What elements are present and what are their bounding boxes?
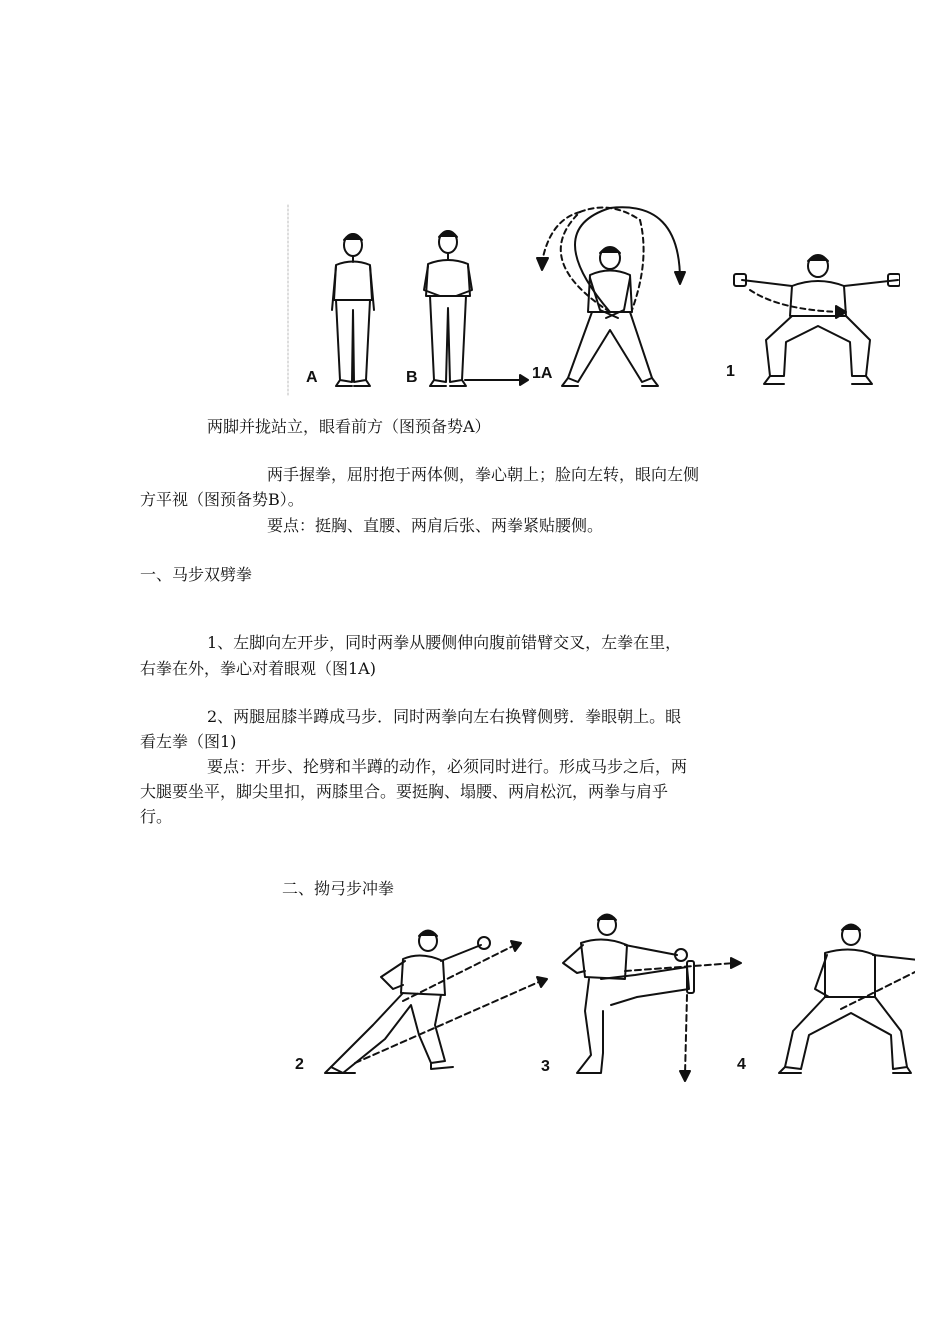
figure-label-b: B [406,369,418,386]
text-preparation-a: 两脚并拢站立，眼看前方（图预备势A） [207,417,491,436]
section-heading-1: 一、马步双劈拳 [140,565,253,584]
key-points-line3: 行。 [140,807,173,826]
step1-line2: 右拳在外，拳心对着眼观（图1A) [140,659,376,678]
text-preparation-b-line2: 方平视（图预备势B）。 [140,490,304,509]
figure-1a [537,207,685,386]
text-preparation-key-points: 要点：挺胸、直腰、两肩后张、两拳紧贴腰侧。 [267,516,604,535]
figure-3 [563,915,741,1082]
figure-a [332,234,374,386]
figure-label-a: A [306,369,318,386]
figure-step2-to-4 [285,905,915,1095]
figure-4 [779,925,915,1074]
key-points-line1: 要点：开步、抡劈和半蹲的动作，必须同时进行。形成马步之后，两 [207,757,688,776]
figure-label-2: 2 [295,1056,304,1073]
step2-line1: 2、两腿屈膝半蹲成马步．同时两拳向左右换臂侧劈．拳眼朝上。眼 [207,707,682,726]
figure-1 [734,255,900,384]
figure-b [424,231,472,386]
key-points-line2: 大腿要坐平，脚尖里扣，两膝里合。要挺胸、塌腰、两肩松沉，两拳与肩乎 [140,782,669,801]
figure-label-3: 3 [541,1058,550,1075]
figure-2 [325,931,547,1074]
step2-line2: 看左拳（图1) [140,732,237,751]
text-preparation-b-line1: 两手握拳，屈肘抱于两体侧，拳心朝上；脸向左转，眼向左侧 [267,465,700,484]
figure-preparation-and-step1 [280,200,900,400]
figure-label-1: 1 [726,363,735,380]
step1-line1: 1、左脚向左开步，同时两拳从腰侧伸向腹前错臂交叉，左拳在里， [207,633,682,652]
section-heading-2: 二、拗弓步冲拳 [282,879,395,898]
figure-label-4: 4 [737,1056,746,1073]
figure-label-1a: 1A [532,365,553,382]
